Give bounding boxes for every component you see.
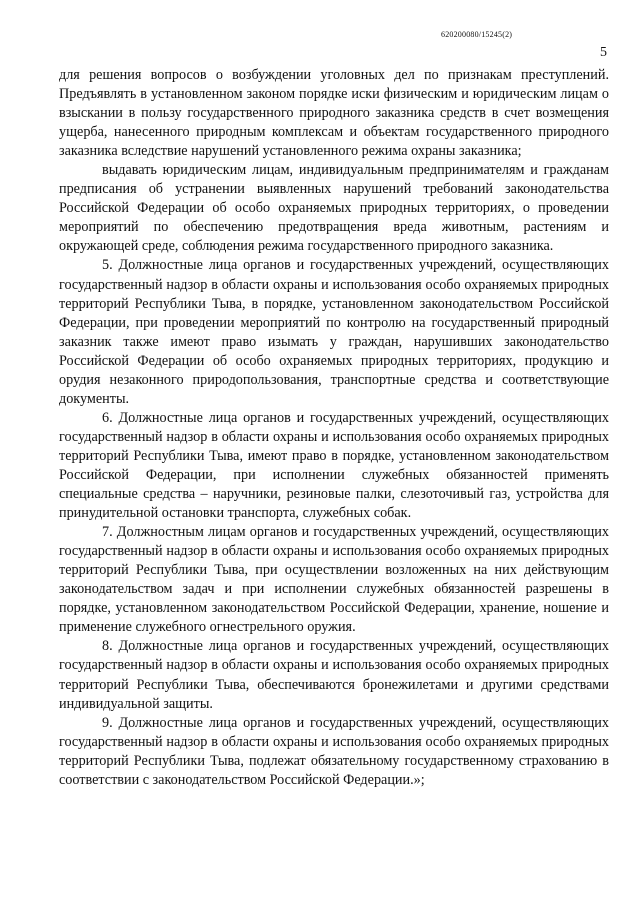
paragraph-item-5: 5. Должностные лица органов и государственных учреждений, осуществляющих государственный надзор в области охраны и использования особо охраняемых природных территорий Республики Тыва, в порядке, установленном законодательством Российской Федерации, при проведении мероприятий по контролю на государственный природный заказник также имеют право изымать у граждан, нарушивших законодательство Российской Федерации об особо охраняемых природных территориях, продукцию и орудия незаконного природопользования, транспортные средства и соответствующие документы. bbox=[59, 257, 609, 407]
paragraph-item-9: 9. Должностные лица органов и государственных учреждений, осуществляющих государственный надзор в области охраны и использования особо охраняемых природных территорий Республики Тыва, подлежат обязательному государственному страхованию в соответствии с законодательством Российской Федерации.»; bbox=[59, 714, 609, 788]
paragraph-continuation: для решения вопросов о возбуждении уголовных дел по признакам преступлений. Предъявлять в установленном законом порядке иски физическим и юридическим лицам о взыскании в пользу государственного природного заказника средств в счет возмещения ущерба, нанесенного природным комплексам и объектам государственного природного заказника вследствие нарушений установленного режима охраны заказника; bbox=[59, 67, 609, 160]
page-number: 5 bbox=[600, 45, 607, 60]
paragraph-item-7: 7. Должностным лицам органов и государственных учреждений, осуществляющих государственный надзор в области охраны и использования особо охраняемых природных территорий Республики Тыва, при осуществлении возложенных на них действующим законодательством задач и при исполнении служебных обязанностей разрешены в порядке, установленном законодательством Российской Федерации, хранение, ношение и применение служебного огнестрельного оружия. bbox=[59, 524, 609, 636]
paragraph-prescriptions: выдавать юридическим лицам, индивидуальным предпринимателям и гражданам предписания об устранении выявленных нарушений требований законодательства Российской Федерации об особо охраняемых природных территориях, о проведении мероприятий по обеспечению предотвращения вреда животным, растениям и окружающей среде, соблюдения режима государственного природного заказника. bbox=[59, 162, 609, 255]
document-code: 620200080/15245(2) bbox=[441, 30, 513, 39]
paragraph-item-8: 8. Должностные лица органов и государственных учреждений, осуществляющих государственный надзор в области охраны и использования особо охраняемых природных территорий Республики Тыва, обеспечиваются бронежилетами и другими средствами индивидуальной защиты. bbox=[59, 638, 609, 712]
paragraph-item-6: 6. Должностные лица органов и государственных учреждений, осуществляющих государственный надзор в области охраны и использования особо охраняемых природных территорий Республики Тыва, имеют право в порядке, установленном законодательством Российской Федерации, при исполнении служебных обязанностей применять специальные средства – наручники, резиновые палки, слезоточивый газ, устройства для принудительной остановки транспорта, служебных собак. bbox=[59, 409, 609, 522]
document-body bbox=[59, 66, 609, 790]
